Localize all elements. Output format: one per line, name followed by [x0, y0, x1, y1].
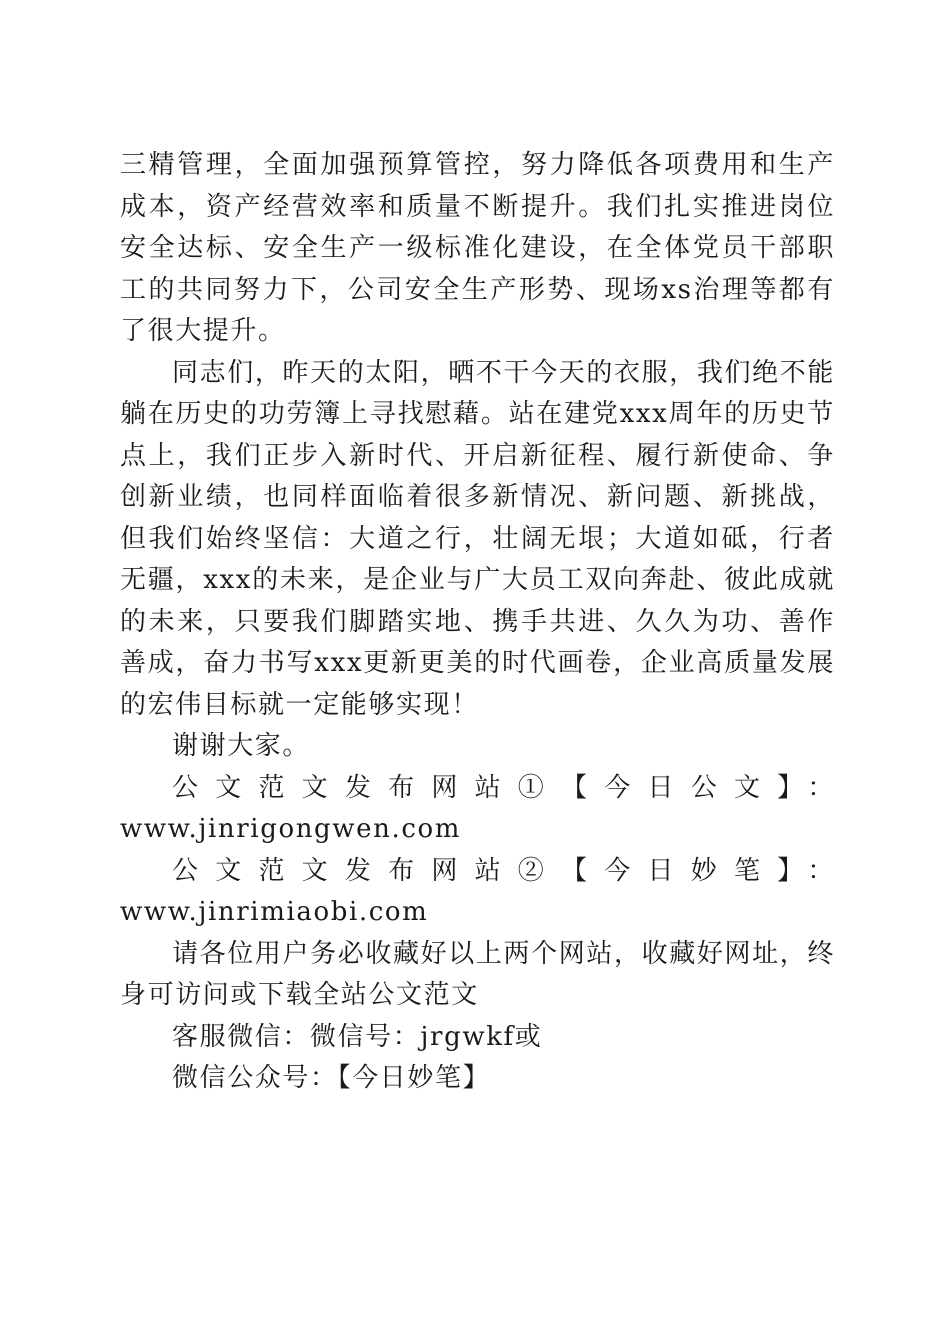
official-account: 微信公众号：【今日妙笔】 [172, 1063, 491, 1093]
customer-service-wechat: 客服微信：微信号：jrgwkf或 [172, 1021, 543, 1052]
site2-line: 公文范文发布网站②【今日妙笔】：www.jinrimiaobi.com [120, 855, 835, 927]
paragraph-comrades: 同志们，昨天的太阳，晒不干今天的衣服，我们绝不能躺在历史的功劳簿上寻找慰藉。站在建党xxx周年的历史节点上，我们正步入新时代、开启新征程、履行新使命、争创新业绩，也同样面临着很多新情况、新问题、新挑战，但我们始终坚信：大道之行，壮阔无垠；大道如砥，行者无疆，xxx的未来，是企业与广大员工双向奔赴、彼此成就的未来，只要我们脚踏实地、携手共进、久久为功、善作善成，奋力书写xxx更新更美的时代画卷，企业高质量发展的宏伟目标就一定能够实现！ [120, 357, 835, 720]
paragraph-thanks: 谢谢大家。 [172, 731, 311, 761]
bookmark-reminder: 请各位用户务必收藏好以上两个网站，收藏好网址，终身可访问或下载全站公文范文 [120, 938, 835, 1010]
paragraph-continuation: 三精管理，全面加强预算管控，努力降低各项费用和生产成本，资产经营效率和质量不断提升。我们扎实推进岗位安全达标、安全生产一级标准化建设，在全体党员干部职工的共同努力下，公司安全生产形势、现场xs治理等都有了很大提升。 [120, 150, 835, 346]
site1-url: www.jinrigongwen.com [120, 814, 462, 844]
site1-label: 公文范文发布网站①【今日公文】： [172, 772, 835, 803]
document-body [120, 145, 835, 1100]
